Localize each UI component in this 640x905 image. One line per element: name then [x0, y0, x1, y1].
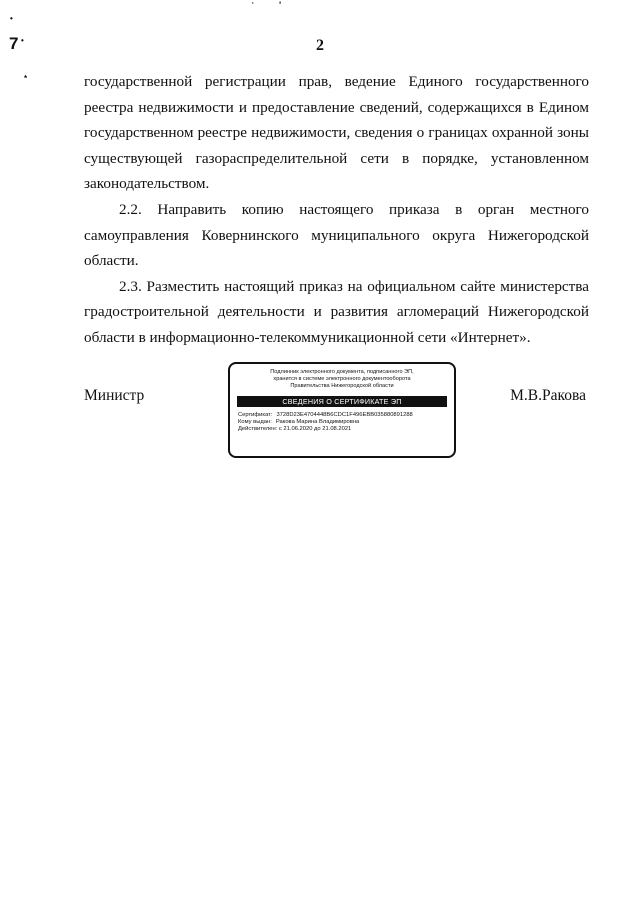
stamp-details: [238, 412, 454, 434]
electronic-signature-stamp: [228, 362, 456, 458]
document-body: [84, 69, 589, 351]
page-number: 2: [316, 37, 324, 54]
signatory-name: М.В.Ракова: [510, 387, 586, 404]
paragraph-2-3: 2.3. Разместить настоящий приказ на официальном сайте министерства градостроительной деятельности и развития агломераций Нижегородской области в информационно-телекоммуникационной сети «Интернет».: [84, 277, 589, 346]
stamp-header: [230, 369, 454, 390]
certificate-value: 3728D23E4704448B6CDC1F496EBB035880891288: [276, 412, 413, 418]
margin-mark-tick-2: ': [279, 0, 282, 10]
signatory-title: Министр: [84, 387, 145, 404]
stamp-header-line: Правительства Нижегородской области: [290, 383, 394, 389]
certificate-label: Сертификат:: [238, 412, 273, 418]
margin-mark-dot-left: *: [24, 74, 28, 83]
issued-to-label: Кому выдан:: [238, 419, 272, 426]
validity-text: Действителен: с 21.06.2020 до 21.08.2021: [238, 426, 352, 433]
margin-mark-tick: ˙: [251, 2, 255, 13]
margin-mark-dot-mid: •: [21, 36, 24, 45]
issued-to-value: Ракова Марина Владимировна: [275, 419, 360, 426]
certificate-row: [238, 412, 454, 419]
stamp-certificate-banner: СВЕДЕНИЯ О СЕРТИФИКАТЕ ЭП: [237, 396, 447, 407]
validity-row: [238, 426, 454, 433]
margin-mark-dot-top: •: [10, 14, 13, 23]
paragraph-continuation: государственной регистрации прав, ведение Единого государственного реестра недвижимости и предоставление сведений, содержащихся в Едином государственном реестре недвижимости, сведения о границах охранной зоны существующей газораспределительной сети в порядке, установленном законодательством.: [84, 73, 589, 193]
margin-mark-seven: 7: [9, 34, 19, 53]
stamp-header-line: Подлинник электронного документа, подписанного ЭП,: [270, 369, 414, 375]
signature-block: [84, 361, 589, 463]
paragraph-2-2: 2.2. Направить копию настоящего приказа в орган местного самоуправления Ковернинского муниципального округа Нижегородской области.: [84, 200, 589, 270]
stamp-header-line: хранится в системе электронного документооборота: [273, 376, 411, 382]
